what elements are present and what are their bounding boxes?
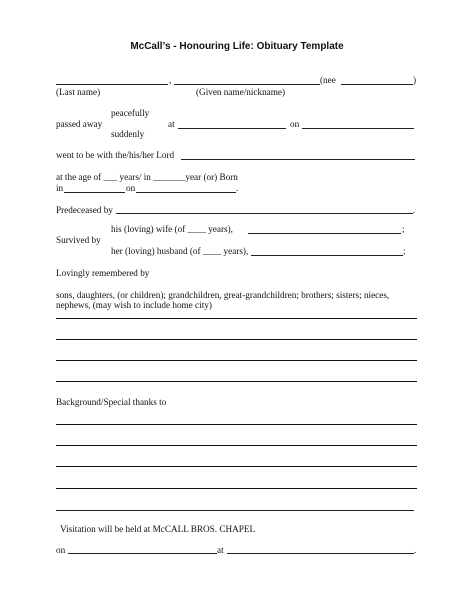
husband-line[interactable] — [251, 255, 403, 256]
birthplace-line[interactable] — [64, 192, 125, 193]
husband-semicolon: ; — [403, 246, 406, 256]
remembered-label: Lovingly remembered by — [56, 268, 150, 278]
remembered-writing-line[interactable] — [56, 318, 417, 319]
survived-by-label: Survived by — [56, 235, 101, 245]
peacefully-option: peacefully — [111, 108, 150, 118]
given-name-label: (Given name/nickname) — [196, 87, 286, 97]
page-title: McCall’s - Honouring Life: Obituary Template — [130, 41, 344, 52]
nee-open: (nee — [320, 75, 336, 85]
thanks-writing-line[interactable] — [56, 445, 417, 446]
lord-line[interactable] — [181, 159, 415, 160]
last-name-line[interactable] — [56, 84, 168, 85]
passed-at-label: at — [168, 119, 175, 129]
wife-label: his (loving) wife (of ____ years), — [111, 224, 233, 234]
passed-away-label: passed away — [56, 119, 103, 129]
husband-label: her (loving) husband (of ____ years), — [111, 246, 249, 256]
visitation-time-line[interactable] — [227, 553, 414, 554]
family-note-line2: nephews, (may wish to include home city) — [56, 300, 212, 310]
family-note-line1: sons, daughters, (or children); grandchildren, great-grandchildren; brothers; sisters; nieces, — [56, 290, 390, 300]
predeceased-label: Predeceased by — [56, 205, 113, 215]
born-end: . — [236, 183, 239, 193]
age-label: at the age of ___ years/ in _______year (or) Born — [56, 172, 238, 182]
born-in-label: in — [56, 183, 64, 193]
thanks-writing-line[interactable] — [56, 466, 417, 467]
thanks-label: Background/Special thanks to — [56, 397, 167, 407]
nee-close: ) — [413, 75, 417, 85]
suddenly-option: suddenly — [111, 129, 145, 139]
maiden-name-line[interactable] — [341, 84, 413, 85]
given-name-line[interactable] — [174, 84, 320, 85]
wife-semicolon: ; — [402, 224, 405, 234]
visitation-on-label: on — [56, 545, 66, 555]
visitation-at-label: at — [217, 545, 224, 555]
lord-label: went to be with the/his/her Lord — [56, 150, 175, 160]
visitation-date-line[interactable] — [68, 553, 217, 554]
born-on-label: on — [126, 183, 136, 193]
name-comma: , — [169, 75, 172, 85]
passed-on-label: on — [290, 119, 300, 129]
birthdate-line[interactable] — [136, 192, 236, 193]
wife-line[interactable] — [248, 233, 401, 234]
passed-date-line[interactable] — [302, 128, 414, 129]
thanks-writing-line[interactable] — [56, 488, 417, 489]
passed-place-line[interactable] — [178, 128, 286, 129]
remembered-writing-line[interactable] — [56, 339, 417, 340]
visitation-label: Visitation will be held at McCALL BROS. CHAPEL — [60, 524, 256, 534]
last-name-label: (Last name) — [56, 87, 101, 97]
thanks-writing-line[interactable] — [56, 424, 417, 425]
remembered-writing-line[interactable] — [56, 360, 417, 361]
thanks-writing-line[interactable] — [56, 510, 414, 511]
visitation-end: . — [414, 545, 417, 555]
remembered-writing-line[interactable] — [56, 381, 417, 382]
predeceased-line[interactable] — [116, 213, 413, 214]
predeceased-end: . — [413, 205, 416, 215]
